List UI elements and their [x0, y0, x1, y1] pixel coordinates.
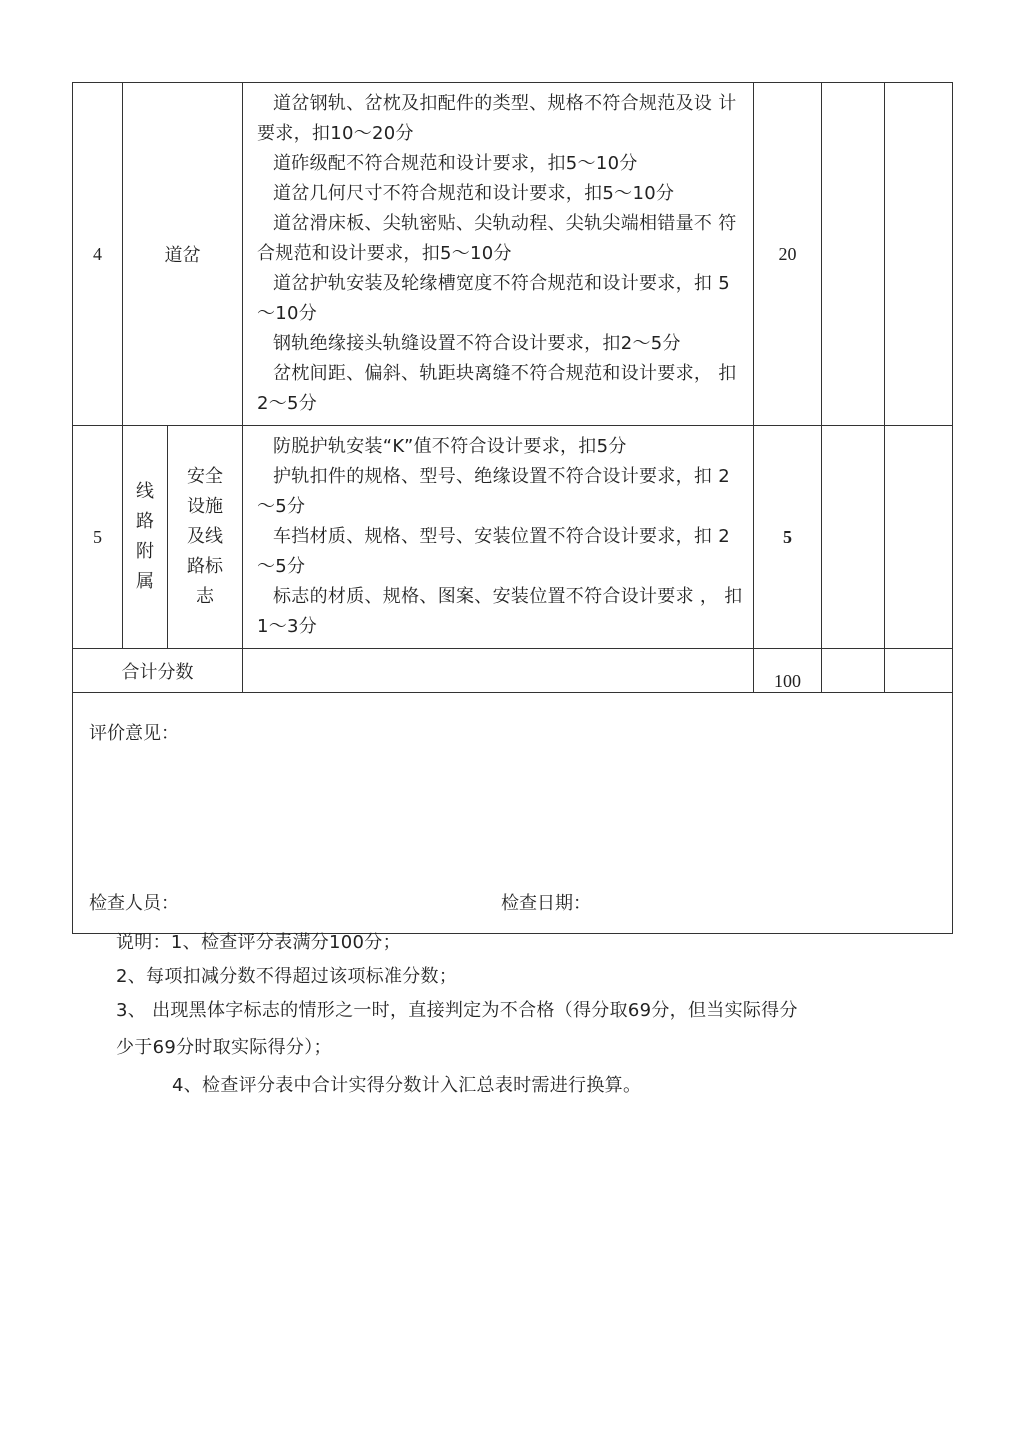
total-criteria-cell: [243, 649, 754, 693]
deduction-cell: [822, 426, 885, 649]
deduction-cell: [822, 83, 885, 426]
row-category-cell: [123, 426, 168, 649]
row-subcategory-cell: [168, 426, 243, 649]
criteria-list: [243, 83, 754, 426]
row-index: 5: [73, 426, 123, 649]
criteria-item: 道岔钢轨、岔枕及扣配件的类型、规格不符合规范及设 计要求，扣10～20分: [257, 93, 737, 144]
note-line: 3、 出现黑体字标志的情形之一时，直接判定为不合格（得分取69分，但当实际得分: [116, 1000, 798, 1021]
criteria-item: 道岔几何尺寸不符合规范和设计要求，扣5～10分: [273, 183, 675, 204]
total-deduction-cell: [822, 649, 885, 693]
total-row: [73, 649, 953, 693]
note-line: 2、每项扣减分数不得超过该项标准分数；: [116, 966, 458, 987]
criteria-item: 道岔滑床板、尖轨密贴、尖轨动程、尖轨尖端相错量不 符合规范和设计要求，扣5～10分: [257, 213, 737, 264]
total-score: 100: [754, 649, 822, 693]
inspection-date-label: 检查日期：: [501, 893, 591, 914]
table-row: [73, 83, 953, 426]
criteria-item: 车挡材质、规格、型号、安装位置不符合设计要求，扣 2～5分: [257, 526, 730, 577]
note-line: 4、检查评分表中合计实得分数计入汇总表时需进行换算。: [172, 1075, 642, 1096]
total-label: 合计分数: [73, 649, 243, 693]
standard-score: 20: [754, 83, 822, 426]
table-row: [73, 426, 953, 649]
criteria-item: 岔枕间距、偏斜、轨距块离缝不符合规范和设计要求， 扣2～5分: [257, 363, 737, 414]
row-category: 道岔: [123, 83, 243, 426]
evaluation-row: [73, 693, 953, 934]
note-line: 说明：1、检查评分表满分100分；: [116, 932, 401, 953]
row-category: 线路附属: [136, 481, 154, 592]
evaluation-cell: [73, 693, 953, 934]
evaluation-opinion-label: 评价意见：: [89, 723, 179, 744]
actual-score-cell: [885, 83, 953, 426]
inspector-label: 检查人员：: [89, 893, 179, 914]
criteria-item: 道砟级配不符合规范和设计要求，扣5～10分: [273, 153, 638, 174]
row-index: 4: [73, 83, 123, 426]
criteria-item: 道岔护轨安装及轮缘槽宽度不符合规范和设计要求，扣 5～10分: [257, 273, 730, 324]
criteria-item: 防脱护轨安装“K”值不符合设计要求，扣5分: [273, 436, 627, 457]
total-actual-cell: [885, 649, 953, 693]
row-subcategory: 安全设施及线路标志: [187, 466, 223, 607]
criteria-item: 护轨扣件的规格、型号、绝缘设置不符合设计要求，扣 2～5分: [257, 466, 730, 517]
note-line: 少于69分时取实际得分）；: [116, 1037, 332, 1058]
actual-score-cell: [885, 426, 953, 649]
criteria-item: 标志的材质、规格、图案、安装位置不符合设计要求 ， 扣1～3分: [257, 586, 743, 637]
standard-score: 5: [754, 426, 822, 649]
score-table: [72, 82, 953, 934]
criteria-list: [243, 426, 754, 649]
criteria-item: 钢轨绝缘接头轨缝设置不符合设计要求，扣2～5分: [273, 333, 681, 354]
